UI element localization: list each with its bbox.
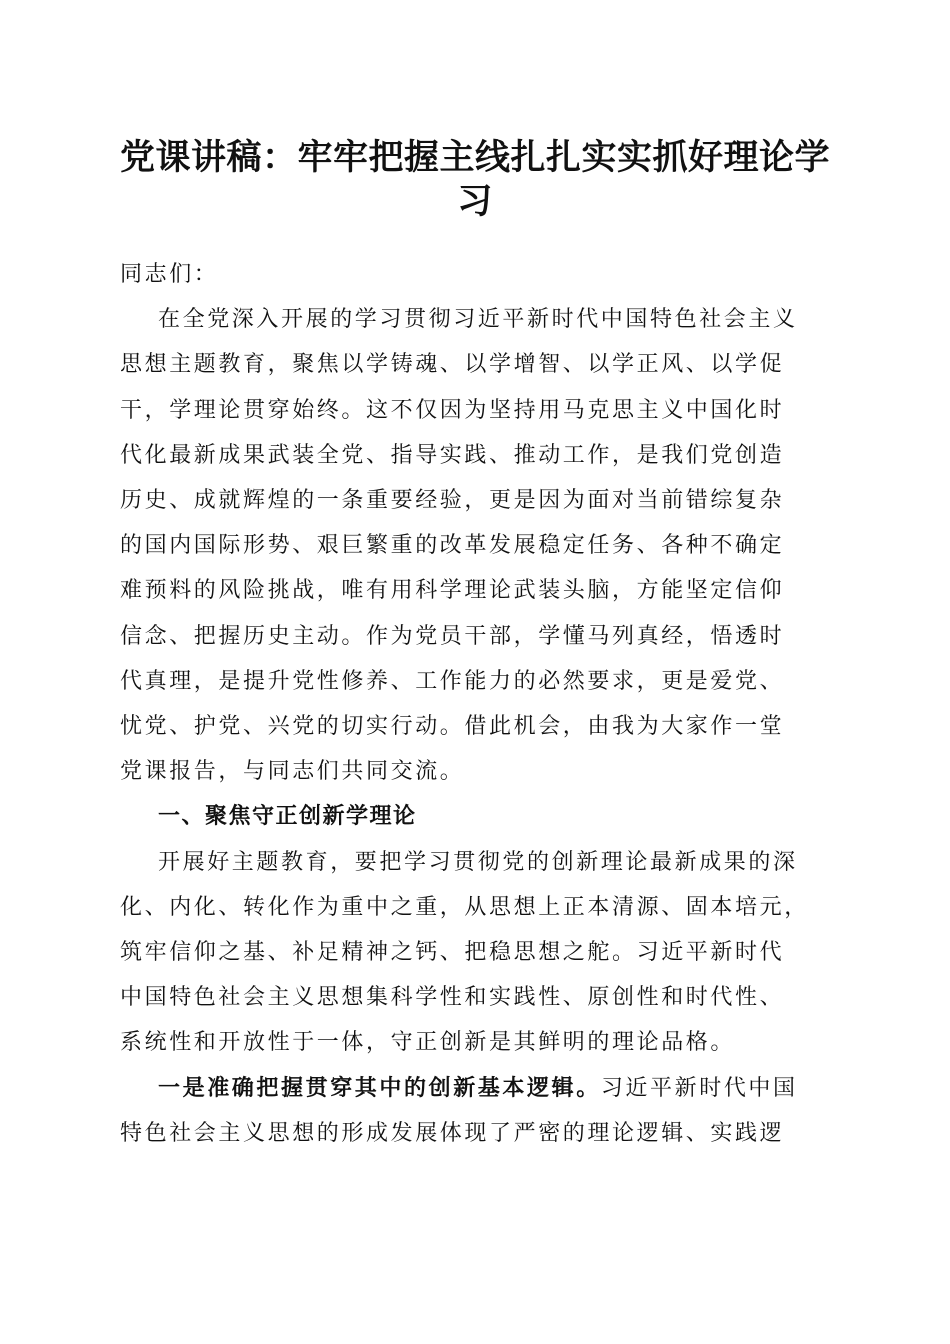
intro-line: 干，学理论贯穿始终。这不仅因为坚持用马克思主义中国化时	[120, 397, 785, 423]
point-lead: 一是准确把握贯穿其中的创新基本逻辑。	[158, 1074, 601, 1101]
point-line	[120, 1066, 832, 1111]
section-line: 化、内化、转化作为重中之重，从思想上正本清源、固本培元，	[120, 894, 809, 920]
section-line: 开展好主题教育，要把学习贯彻党的创新理论最新成果的深	[158, 849, 798, 875]
point-text: 习近平新时代中国	[600, 1075, 798, 1101]
intro-line: 代真理，是提升党性修养、工作能力的必然要求，更是爱党、	[120, 668, 785, 694]
title-line-1: 党课讲稿：牢牢把握主线扎扎实实抓好理论学	[119, 138, 830, 178]
section-heading: 一、聚焦守正创新学理论	[158, 804, 417, 830]
section-line: 中国特色社会主义思想集科学性和实践性、原创性和时代性、	[120, 985, 785, 1011]
intro-line: 在全党深入开展的学习贯彻习近平新时代中国特色社会主义	[158, 307, 798, 333]
intro-line: 信念、把握历史主动。作为党员干部，学懂马列真经，悟透时	[120, 623, 785, 649]
intro-line: 忧党、护党、兴党的切实行动。借此机会，由我为大家作一堂	[120, 714, 785, 740]
point-line: 特色社会主义思想的形成发展体现了严密的理论逻辑、实践逻	[120, 1120, 785, 1146]
intro-line: 党课报告，与同志们共同交流。	[120, 759, 465, 785]
document-body	[120, 252, 832, 1156]
intro-line: 难预料的风险挑战，唯有用科学理论武装头脑，方能坚定信仰	[120, 578, 785, 604]
document-title	[100, 136, 850, 224]
intro-line: 的国内国际形势、艰巨繁重的改革发展稳定任务、各种不确定	[120, 533, 785, 559]
section-line: 筑牢信仰之基、补足精神之钙、把稳思想之舵。习近平新时代	[120, 940, 785, 966]
section-line: 系统性和开放性于一体，守正创新是其鲜明的理论品格。	[120, 1030, 736, 1056]
intro-line: 思想主题教育，聚焦以学铸魂、以学增智、以学正风、以学促	[120, 352, 785, 378]
title-line-2: 习	[457, 182, 493, 222]
intro-line: 代化最新成果武装全党、指导实践、推动工作，是我们党创造	[120, 442, 785, 468]
intro-line: 历史、成就辉煌的一条重要经验，更是因为面对当前错综复杂	[120, 488, 785, 514]
salutation: 同志们：	[120, 262, 219, 287]
